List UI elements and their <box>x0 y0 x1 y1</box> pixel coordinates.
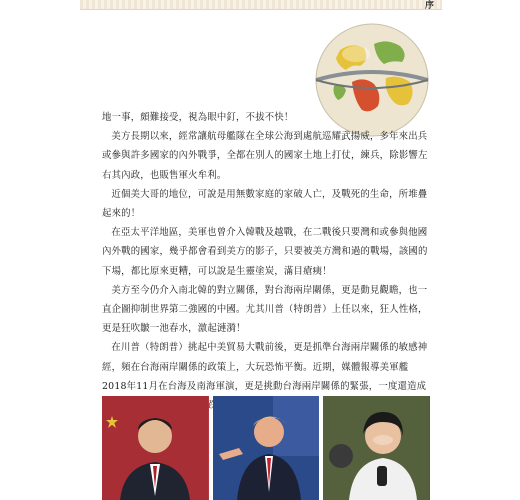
paragraph: 美方至今仍介入南北韓的對立關係，對台海兩岸關係，更是動見觀瞻，也一直企圖抑制世界第二強國的中國。尤其川普（特朗普）上任以來，狂人性格，更是狂吹皺一池春水，激起漣漪！ <box>102 284 428 335</box>
portrait-photo <box>323 396 430 500</box>
paragraph: 在川普（特朗普）挑起中美貿易大戰前後，更是抓準台海兩岸關係的敏感神經，頻在台海兩岸關係的政策上，大玩恐怖平衡。近期，媒體報導美軍艦2018年11月在台海及南海軍演，更是挑動台海兩岸關係的緊張，一度還造成 <box>102 342 428 392</box>
paragraph: 美方長期以來，經常讓航母艦隊在全球公海到處航巡耀武揚威，多年來出兵或參與許多國家的內外戰爭，全都在別人的國家土地上打仗，練兵，除影響左右其內政，也販售軍火牟利。 <box>102 131 428 181</box>
page-top-border <box>80 0 442 10</box>
photo-strip <box>102 396 430 500</box>
body-text <box>102 108 432 415</box>
section-label: 序 <box>424 1 434 11</box>
paragraph: 近個美大哥的地位，可說是用無數家庭的家破人亡，及戰死的生命，所堆疊起來的！ <box>102 188 428 220</box>
portrait-photo <box>213 396 320 500</box>
paragraph: 地一事，頗難接受，視為眼中釘，不拔不快！ <box>102 112 294 123</box>
portrait-photo <box>102 396 209 500</box>
paragraph: 在亞太平洋地區，美軍也曾介入韓戰及越戰，在二戰後只要灣和或參與他國內外戰的國家，幾乎都會看到美方的影子，只要被美方灣和過的戰場，該國的下場，都比原來更糟，可以說是生靈塗炭，滿目瘡痍！ <box>102 227 428 277</box>
